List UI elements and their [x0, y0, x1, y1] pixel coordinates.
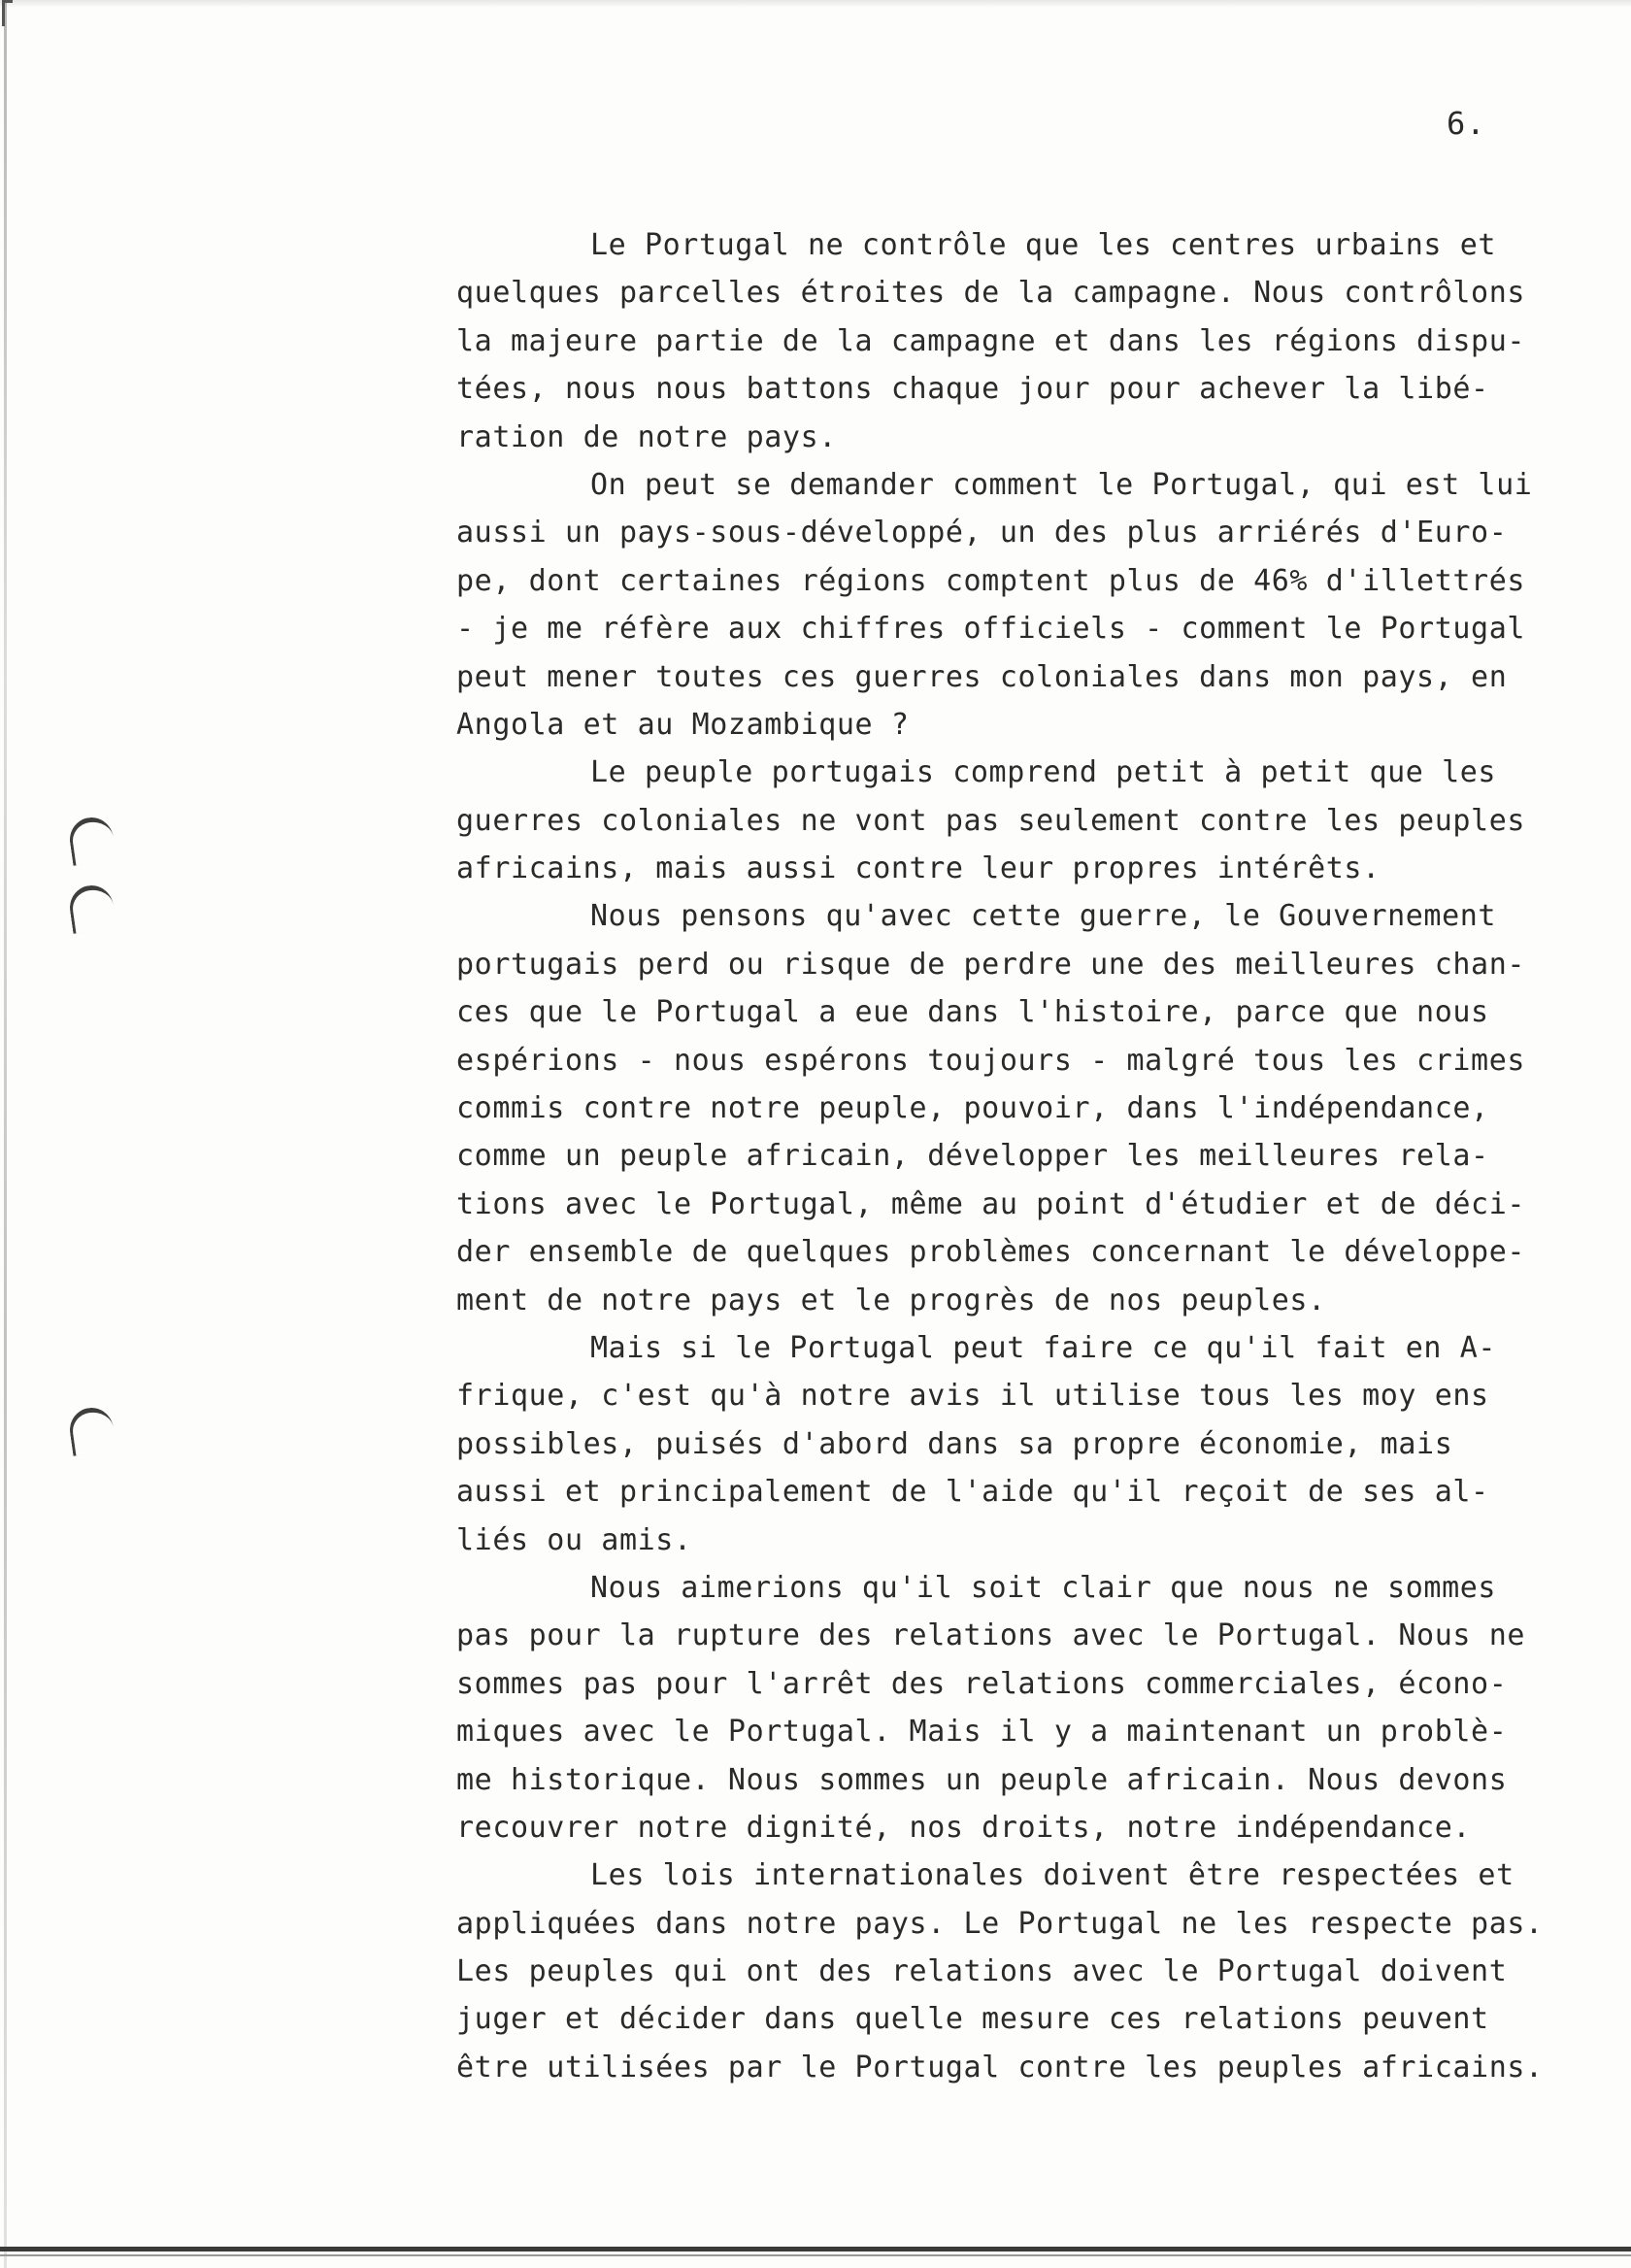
text-line: guerres coloniales ne vont pas seulement contre les peuples: [456, 803, 1526, 838]
text-line: Mais si le Portugal peut faire ce qu'il fait en A-: [590, 1330, 1497, 1365]
text-line: pas pour la rupture des relations avec le Portugal. Nous ne: [456, 1618, 1526, 1653]
text-line: miques avec le Portugal. Mais il y a maintenant un problè-: [456, 1715, 1508, 1750]
typed-text-body: [456, 221, 1621, 2091]
text-line: espérions - nous espérons toujours - malgré tous les crimes: [456, 1043, 1526, 1078]
text-line: tions avec le Portugal, même au point d'étudier et de déci-: [456, 1186, 1526, 1221]
punch-hole-mark-3: [67, 1405, 116, 1456]
page-number: 6.: [1447, 105, 1486, 142]
corner-mark: [2, 0, 13, 26]
text-line: ment de notre pays et le progrès de nos peuples.: [456, 1283, 1326, 1317]
text-line: Le peuple portugais comprend petit à petit que les: [590, 755, 1497, 790]
text-line: appliquées dans notre pays. Le Portugal ne les respecte pas.: [456, 1906, 1544, 1941]
text-line: ces que le Portugal a eue dans l'histoire, parce que nous: [456, 995, 1489, 1030]
text-line: possibles, puisés d'abord dans sa propre économie, mais: [456, 1426, 1453, 1461]
text-line: comme un peuple africain, développer les meilleures rela-: [456, 1139, 1489, 1174]
text-line: - je me réfère aux chiffres officiels - comment le Portugal: [456, 612, 1526, 647]
text-line: Angola et au Mozambique ?: [456, 707, 910, 742]
text-line: sommes pas pour l'arrêt des relations commerciales, écono-: [456, 1666, 1508, 1701]
scan-left-edge: [4, 0, 7, 2268]
text-line: Le Portugal ne contrôle que les centres urbains et: [590, 228, 1497, 262]
text-line: Nous aimerions qu'il soit clair que nous ne sommes: [590, 1570, 1497, 1605]
text-line: On peut se demander comment le Portugal, qui est lui: [590, 467, 1533, 502]
bottom-rule-secondary: [0, 2254, 1631, 2256]
text-line: africains, mais aussi contre leur propres intérêts.: [456, 851, 1381, 886]
scan-top-edge: [0, 0, 1631, 8]
text-line: der ensemble de quelques problèmes concernant le développe-: [456, 1235, 1526, 1270]
punch-hole-mark-2: [67, 883, 116, 934]
text-line: être utilisées par le Portugal contre les peuples africains.: [456, 2050, 1544, 2085]
text-line: peut mener toutes ces guerres coloniales dans mon pays, en: [456, 659, 1508, 694]
text-line: Nous pensons qu'avec cette guerre, le Gouvernement: [590, 899, 1497, 934]
text-line: Les peuples qui ont des relations avec le Portugal doivent: [456, 1954, 1508, 1989]
punch-hole-mark-1: [67, 815, 116, 866]
text-line: portugais perd ou risque de perdre une des meilleures chan-: [456, 947, 1526, 982]
text-line: aussi un pays-sous-développé, un des plus arriérés d'Euro-: [456, 516, 1508, 550]
text-line: Les lois internationales doivent être respectées et: [590, 1858, 1514, 1893]
text-line: tées, nous nous battons chaque jour pour achever la libé-: [456, 372, 1489, 407]
text-line: me historique. Nous sommes un peuple africain. Nous devons: [456, 1762, 1508, 1797]
text-line: aussi et principalement de l'aide qu'il reçoit de ses al-: [456, 1475, 1489, 1510]
text-line: frique, c'est qu'à notre avis il utilise tous les moy ens: [456, 1379, 1489, 1414]
text-line: liés ou amis.: [456, 1522, 692, 1557]
text-line: quelques parcelles étroites de la campagne. Nous contrôlons: [456, 276, 1526, 311]
text-line: ration de notre pays.: [456, 419, 837, 454]
text-line: pe, dont certaines régions comptent plus de 46% d'illettrés: [456, 563, 1526, 598]
text-line: recouvrer notre dignité, nos droits, notre indépendance.: [456, 1810, 1472, 1845]
text-line: la majeure partie de la campagne et dans les régions dispu-: [456, 323, 1526, 358]
text-line: commis contre notre peuple, pouvoir, dans l'indépendance,: [456, 1091, 1489, 1126]
text-line: juger et décider dans quelle mesure ces relations peuvent: [456, 2002, 1489, 2037]
bottom-rule: [0, 2247, 1631, 2251]
